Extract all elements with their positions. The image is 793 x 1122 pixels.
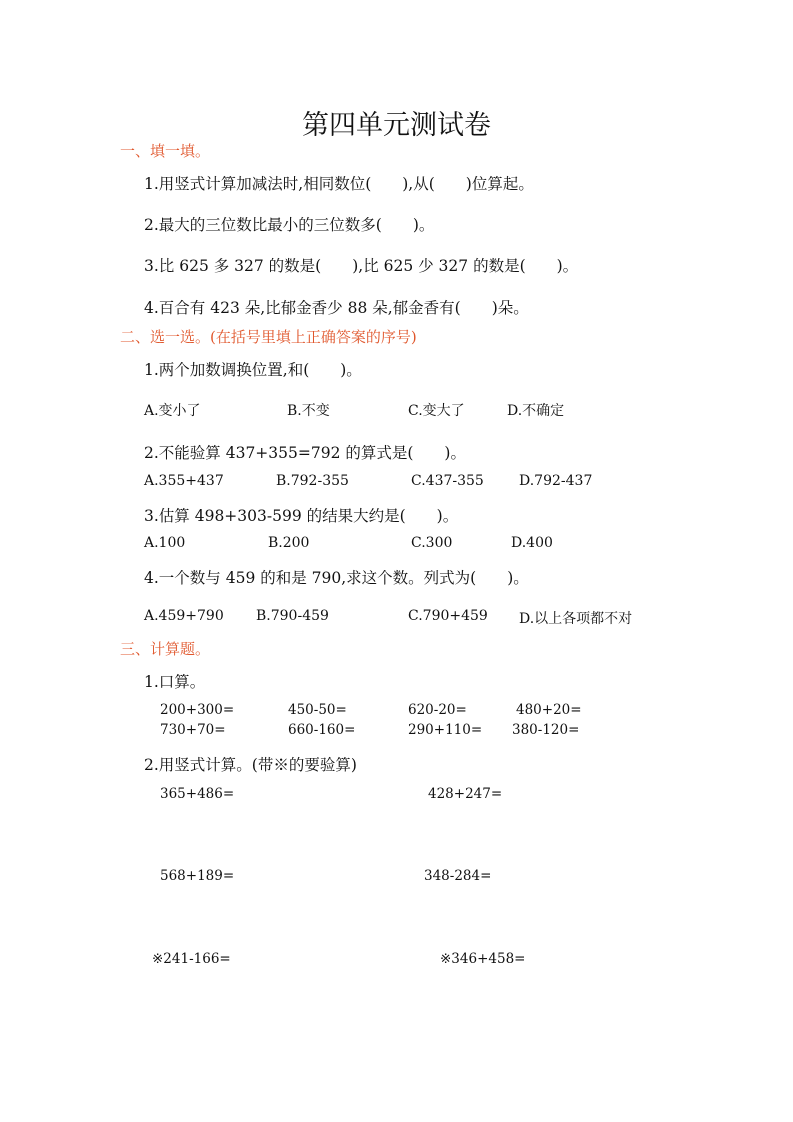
option-b: B.790-459: [256, 608, 329, 624]
oral-calc-item: 290+110=: [408, 722, 483, 738]
vertical-calc-item: 428+247=: [428, 786, 503, 802]
option-a: A.变小了: [144, 403, 201, 419]
question-stem: 3.估算 498+303-599 的结果大约是( )。: [144, 507, 459, 525]
oral-calc-item: 660-160=: [288, 722, 356, 738]
option-d: D.400: [511, 535, 553, 551]
option-c: C.790+459: [408, 608, 488, 624]
section-heading-fill: 一、填一填。: [120, 142, 211, 160]
option-c: C.300: [411, 535, 453, 551]
vertical-calc-item: 568+189=: [160, 868, 235, 884]
oral-calc-item: 620-20=: [408, 702, 467, 718]
option-b: B.不变: [287, 403, 330, 419]
section-heading-choice: 二、选一选。(在括号里填上正确答案的序号): [120, 328, 417, 346]
option-a: A.355+437: [144, 473, 224, 489]
option-b: B.200: [268, 535, 310, 551]
option-a: A.459+790: [144, 608, 224, 624]
vertical-calc-item: 348-284=: [424, 868, 492, 884]
section-heading-calc: 三、计算题。: [120, 640, 211, 658]
question-text: 2.最大的三位数比最小的三位数多( )。: [144, 216, 435, 234]
option-d: D.以上各项都不对: [519, 611, 633, 627]
vertical-calc-label: 2.用竖式计算。(带※的要验算): [144, 756, 357, 774]
question-text: 3.比 625 多 327 的数是( ),比 625 少 327 的数是( )。: [144, 257, 579, 275]
option-c: C.变大了: [408, 403, 465, 419]
oral-calc-item: 200+300=: [160, 702, 235, 718]
option-a: A.100: [144, 535, 186, 551]
option-c: C.437-355: [411, 473, 484, 489]
option-d: D.不确定: [507, 403, 565, 419]
question-text: 4.百合有 423 朵,比郁金香少 88 朵,郁金香有( )朵。: [144, 299, 529, 317]
question-stem: 1.两个加数调换位置,和( )。: [144, 361, 362, 379]
vertical-calc-item: ※346+458=: [440, 951, 526, 967]
option-b: B.792-355: [276, 473, 349, 489]
oral-calc-item: 450-50=: [288, 702, 347, 718]
question-stem: 2.不能验算 437+355=792 的算式是( )。: [144, 444, 466, 462]
page-title: 第四单元测试卷: [302, 110, 491, 141]
oral-calc-item: 730+70=: [160, 722, 226, 738]
question-stem: 4.一个数与 459 的和是 790,求这个数。列式为( )。: [144, 569, 529, 587]
oral-calc-item: 380-120=: [512, 722, 580, 738]
option-d: D.792-437: [519, 473, 593, 489]
oral-calc-label: 1.口算。: [144, 673, 206, 691]
vertical-calc-item: ※241-166=: [152, 951, 231, 967]
oral-calc-item: 480+20=: [516, 702, 582, 718]
question-text: 1.用竖式计算加减法时,相同数位( ),从( )位算起。: [144, 175, 534, 193]
vertical-calc-item: 365+486=: [160, 786, 235, 802]
